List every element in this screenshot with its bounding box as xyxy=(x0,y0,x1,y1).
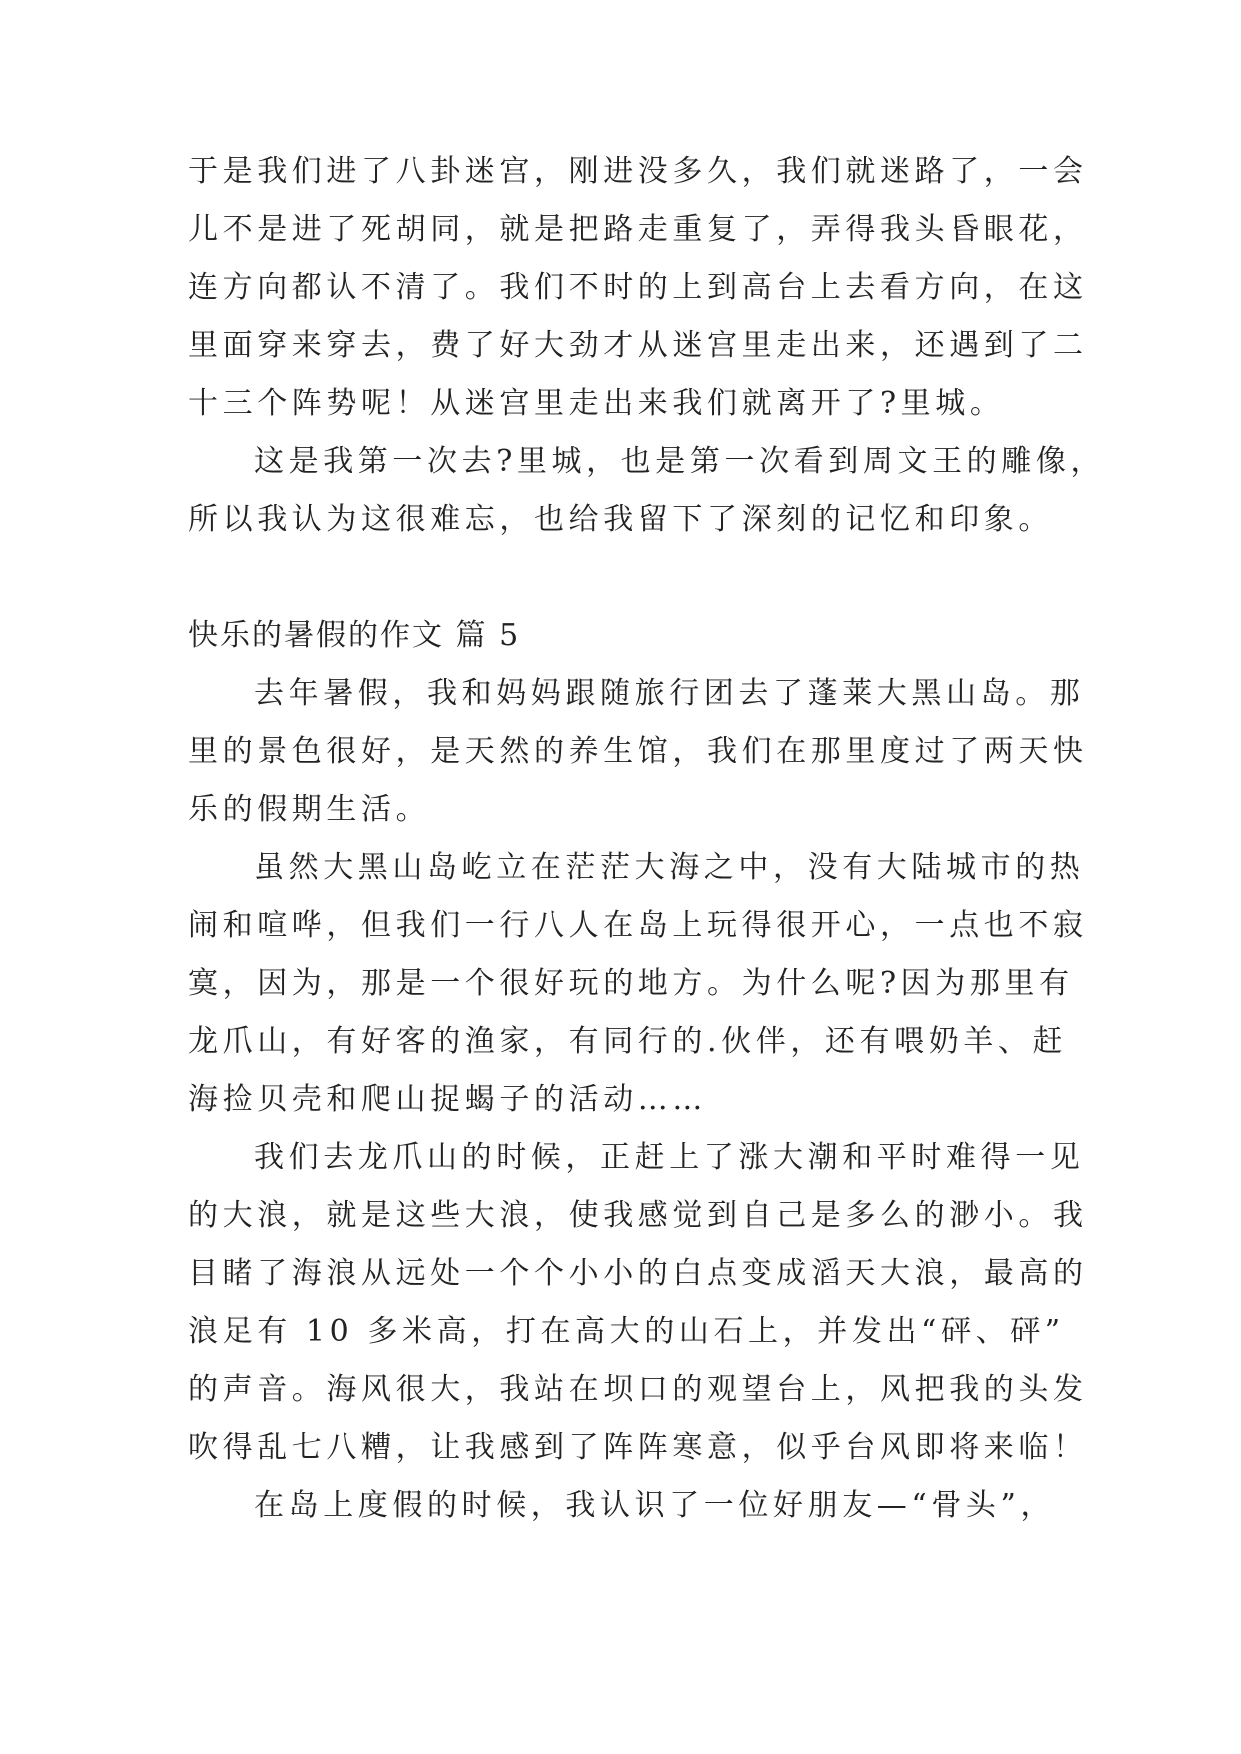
text-line: 虽然大黑山岛屹立在茫茫大海之中，没有大陆城市的热 xyxy=(254,850,1085,885)
text-line: 的大浪，就是这些大浪，使我感觉到自己是多么的渺小。我 xyxy=(188,1198,1088,1233)
text-line: 连方向都认不清了。我们不时的上到高台上去看方向，在这 xyxy=(188,270,1088,305)
text-line: 寞，因为，那是一个很好玩的地方。为什么呢?因为那里有 xyxy=(188,966,1074,1001)
text-line: 浪足有 10 多米高，打在高大的山石上，并发出“砰、砰” xyxy=(188,1314,1065,1349)
text-line: 里面穿来穿去，费了好大劲才从迷宫里走出来，还遇到了二 xyxy=(188,328,1088,363)
text-line: 吹得乱七八糟，让我感到了阵阵寒意，似乎台风即将来临！ xyxy=(188,1430,1088,1465)
text-line: 于是我们进了八卦迷宫，刚进没多久，我们就迷路了，一会 xyxy=(188,154,1088,189)
text-line: 目睹了海浪从远处一个个小小的白点变成滔天大浪，最高的 xyxy=(188,1256,1088,1291)
text-line: 去年暑假，我和妈妈跟随旅行团去了蓬莱大黑山岛。那 xyxy=(254,676,1085,711)
text-line: 在岛上度假的时候，我认识了一位好朋友—“骨头”， xyxy=(254,1488,1056,1523)
section-heading: 快乐的暑假的作文 篇 5 xyxy=(188,618,521,653)
text-line: 乐的假期生活。 xyxy=(188,792,431,827)
text-line: 的声音。海风很大，我站在坝口的观望台上，风把我的头发 xyxy=(188,1372,1088,1407)
text-line: 所以我认为这很难忘，也给我留下了深刻的记忆和印象。 xyxy=(188,502,1053,537)
text-line: 龙爪山，有好客的渔家，有同行的.伙伴，还有喂奶羊、赶 xyxy=(188,1024,1068,1059)
text-line: 里的景色很好，是天然的养生馆，我们在那里度过了两天快 xyxy=(188,734,1088,769)
text-line: 这是我第一次去?里城，也是第一次看到周文王的雕像， xyxy=(254,444,1106,479)
text-line: 海捡贝壳和爬山捉蝎子的活动…… xyxy=(188,1082,707,1117)
text-line: 十三个阵势呢！从迷宫里走出来我们就离开了?里城。 xyxy=(188,386,1005,421)
text-line: 儿不是进了死胡同，就是把路走重复了，弄得我头昏眼花， xyxy=(188,212,1088,247)
text-line: 我们去龙爪山的时候，正赶上了涨大潮和平时难得一见 xyxy=(254,1140,1085,1175)
text-line: 闹和喧哗，但我们一行八人在岛上玩得很开心，一点也不寂 xyxy=(188,908,1088,943)
